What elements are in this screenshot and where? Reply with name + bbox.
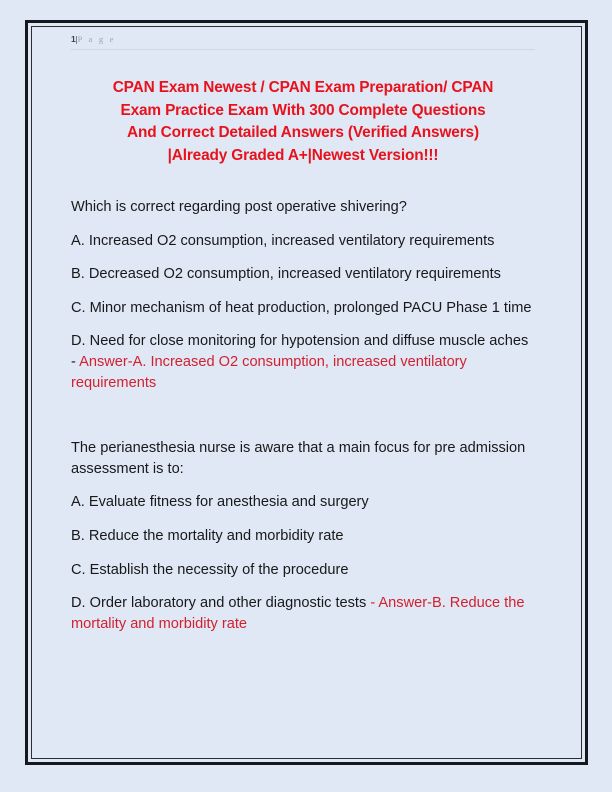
title-line-4: |Already Graded A+|Newest Version!!! xyxy=(167,146,439,164)
question-option-c: C. Minor mechanism of heat production, prolonged PACU Phase 1 time xyxy=(71,299,532,316)
title-line-2: Exam Practice Exam With 300 Complete Questions xyxy=(120,101,486,119)
question-option-a: A. Evaluate fitness for anesthesia and surgery xyxy=(71,494,369,511)
option-d-text: D. Order laboratory and other diagnostic tests xyxy=(71,595,371,612)
question-option-d xyxy=(71,593,535,634)
question-option-d xyxy=(71,331,535,393)
question-stem: Which is correct regarding post operative shivering? xyxy=(71,199,407,215)
question-block-1 xyxy=(71,197,535,393)
header-separator: | xyxy=(75,34,78,44)
page-header xyxy=(71,34,535,50)
header-page-label: P a g e xyxy=(77,34,116,44)
question-option-b: B. Decreased O2 consumption, increased ventilatory requirements xyxy=(71,266,501,283)
question-option-b: B. Reduce the mortality and morbidity rate xyxy=(71,527,344,544)
question-option-a: A. Increased O2 consumption, increased ventilatory requirements xyxy=(71,232,495,249)
title-line-1: CPAN Exam Newest / CPAN Exam Preparation/ CPAN xyxy=(112,79,494,96)
question-option-c: C. Establish the necessity of the procedure xyxy=(71,561,349,578)
title-line-3: And Correct Detailed Answers (Verified Answers) xyxy=(127,124,479,141)
answer-text: - Answer-B. Reduce the mortality and morbidity rate xyxy=(71,595,525,632)
answer-text: Answer-A. Increased O2 consumption, increased ventilatory requirements xyxy=(71,353,467,391)
page-content xyxy=(71,34,535,634)
question-block-2 xyxy=(71,438,535,634)
question-stem: The perianesthesia nurse is aware that a main focus for pre admission assessment is to: xyxy=(71,440,526,477)
document-title xyxy=(71,77,535,167)
option-d-text: D. Need for close monitoring for hypotension and diffuse muscle aches - xyxy=(71,333,529,370)
header-page-number: 1 xyxy=(71,34,76,44)
